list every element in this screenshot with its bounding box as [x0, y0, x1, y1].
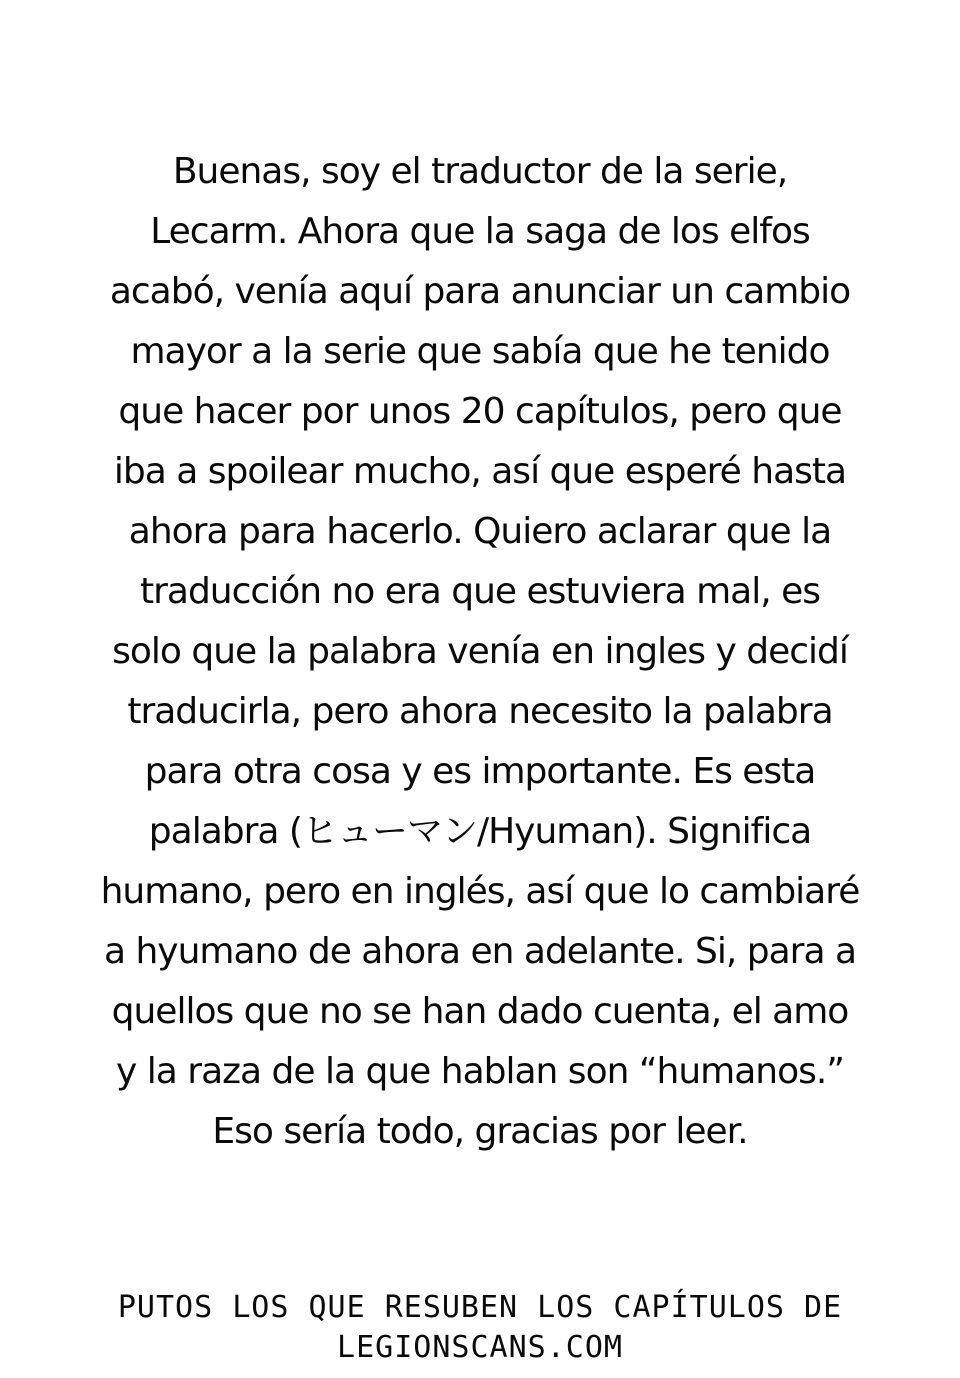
- note-line: para otra cosa y es importante. Es esta: [144, 751, 816, 792]
- note-line: a hyumano de ahora en adelante. Si, para a: [103, 931, 857, 972]
- translator-note: [60, 142, 900, 1162]
- footer-line-1: PUTOS LOS QUE RESUBEN LOS CAPÍTULOS DE: [117, 1290, 843, 1325]
- note-line: Eso sería todo, gracias por leer.: [212, 1111, 748, 1152]
- note-line: que hacer por unos 20 capítulos, pero que: [118, 391, 842, 432]
- note-line: palabra (ヒューマン/Hyuman). Significa: [148, 811, 812, 852]
- note-line: ahora para hacerlo. Quiero aclarar que la: [128, 511, 832, 552]
- footer-site-name: LEGIONSCANS.COM: [337, 1330, 623, 1365]
- note-line: traducción no era que estuviera mal, es: [139, 571, 821, 612]
- note-line: mayor a la serie que sabía que he tenido: [130, 331, 830, 372]
- note-line: iba a spoilear mucho, así que esperé hasta: [113, 451, 847, 492]
- note-line: humano, pero en inglés, así que lo cambiaré: [100, 871, 860, 912]
- note-line: traducirla, pero ahora necesito la palabra: [127, 691, 833, 732]
- note-line: acabó, venía aquí para anunciar un cambio: [109, 271, 851, 312]
- note-line: y la raza de la que hablan son “humanos.”: [116, 1051, 844, 1092]
- note-line: quellos que no se han dado cuenta, el amo: [111, 991, 849, 1032]
- note-line: solo que la palabra venía en ingles y decidí: [112, 631, 848, 672]
- note-line: Lecarm. Ahora que la saga de los elfos: [150, 211, 810, 252]
- footer-credit: [20, 1288, 940, 1368]
- note-line: Buenas, soy el traductor de la serie,: [172, 151, 788, 192]
